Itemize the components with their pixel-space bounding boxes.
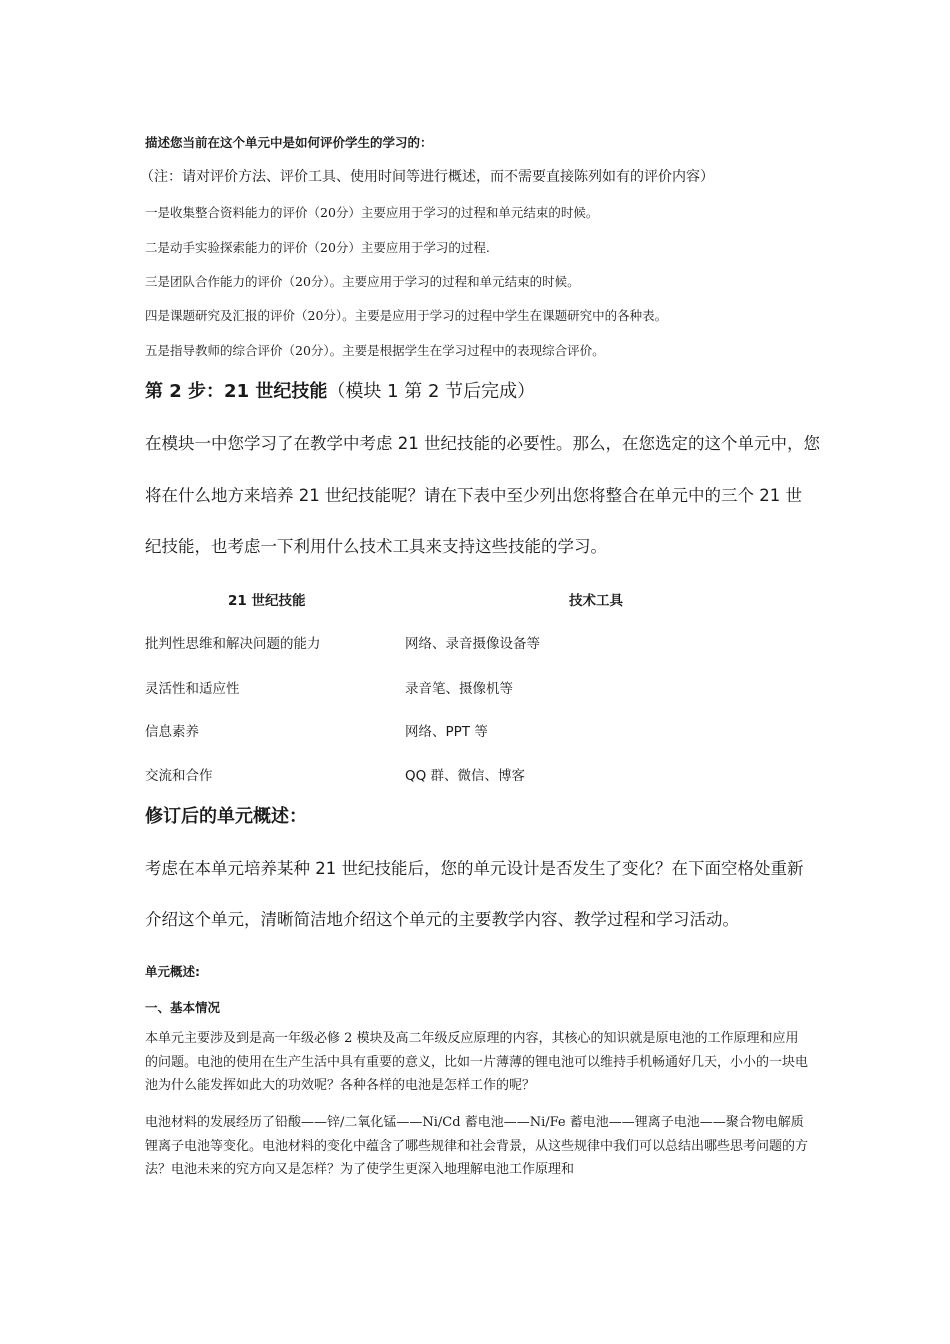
table-header-skill: 21 世纪技能 xyxy=(228,593,306,609)
eval-item-3: 三是团队合作能力的评价（20分）。主要应用于学习的过程和单元结束的时候。 xyxy=(145,274,580,289)
eval-item-1: 一是收集整合资料能力的评价（20分）主要应用于学习的过程和单元结束的时候。 xyxy=(145,205,599,220)
step2-line-3: 纪技能，也考虑一下利用什么技术工具来支持这些技能的学习。 xyxy=(145,537,607,556)
revised-line-1: 考虑在本单元培养某种 21 世纪技能后，您的单元设计是否发生了变化？在下面空格处重新 xyxy=(145,859,804,878)
revised-heading: 修订后的单元概述： xyxy=(145,806,307,827)
table-row-2-skill: 灵活性和适应性 xyxy=(145,681,240,697)
table-header-tool: 技术工具 xyxy=(569,593,623,609)
revised-line-2: 介绍这个单元，清晰简洁地介绍这个单元的主要教学内容、教学过程和学习活动。 xyxy=(145,910,739,929)
step2-heading xyxy=(145,377,535,403)
table-row-1-tool: 网络、录音摄像设备等 xyxy=(405,636,540,652)
step2-title: 第 2 步：21 世纪技能 xyxy=(145,381,328,402)
overview-paragraph-1: 本单元主要涉及到是高一年级必修 2 模块及高二年级反应原理的内容，其核心的知识就是原电池的工作原理和应用的问题。电池的使用在生产生活中具有重要的意义，比如一片薄薄的锂电池可以维持手机畅通好几天，小小的一块电池为什么能发挥如此大的功效呢？各种各样的电池是怎样工作的呢？ xyxy=(145,1031,809,1093)
step2-line-2: 将在什么地方来培养 21 世纪技能呢？请在下表中至少列出您将整合在单元中的三个 21 世 xyxy=(145,486,802,505)
table-row-4-tool: QQ 群、微信、博客 xyxy=(405,768,526,784)
overview-label: 单元概述: xyxy=(145,964,200,979)
eval-item-2: 二是动手实验探索能力的评价（20分）主要应用于学习的过程. xyxy=(145,240,490,255)
eval-note: （注：请对评价方法、评价工具、使用时间等进行概述，而不需要直接陈列如有的评价内容） xyxy=(140,169,714,185)
eval-item-5: 五是指导教师的综合评价（20分）。主要是根据学生在学习过程中的表现综合评价。 xyxy=(145,343,605,358)
table-row-4-skill: 交流和合作 xyxy=(145,768,213,784)
table-row-3-tool: 网络、PPT 等 xyxy=(405,724,488,740)
table-row-1-skill: 批判性思维和解决问题的能力 xyxy=(145,636,321,652)
eval-heading: 描述您当前在这个单元中是如何评价学生的学习的： xyxy=(145,135,433,150)
overview-paragraph-2: 电池材料的发展经历了铅酸——锌/二氧化锰——Ni/Cd 蓄电池——Ni/Fe 蓄电池——锂离子电池——聚合物电解质锂离子电池等变化。电池材料的变化中蕴含了哪些规律和社会背景，从这些规律中我们可以总结出哪些思考问题的方法？电池未来的究方向又是怎样？为了使学生更深入地理解电池工作原理和 xyxy=(145,1115,809,1177)
table-row-3-skill: 信息素养 xyxy=(145,724,199,740)
step2-subtitle: （模块 1 第 2 节后完成） xyxy=(327,381,536,402)
overview-section1-title: 一、基本情况 xyxy=(145,1000,221,1015)
eval-item-4: 四是课题研究及汇报的评价（20分）。主要是应用于学习的过程中学生在课题研究中的各种表。 xyxy=(145,308,668,323)
step2-line-1: 在模块一中您学习了在教学中考虑 21 世纪技能的必要性。那么，在您选定的这个单元中，您 xyxy=(145,434,820,453)
table-row-2-tool: 录音笔、摄像机等 xyxy=(405,681,513,697)
